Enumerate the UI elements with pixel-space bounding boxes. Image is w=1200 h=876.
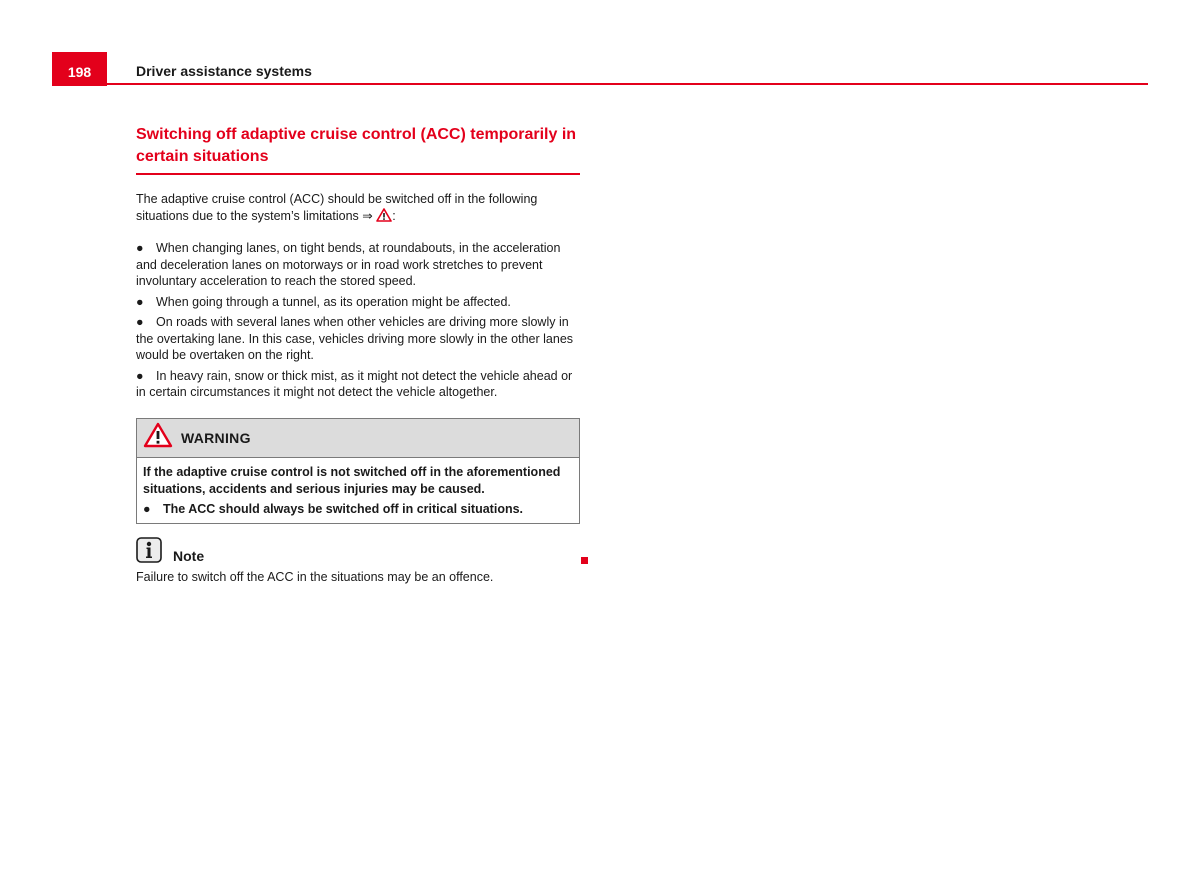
intro-paragraph xyxy=(136,191,580,227)
warning-box xyxy=(136,418,580,524)
warning-bullet: ● The ACC should always be switched off in critical situations. xyxy=(143,501,524,516)
note-label: Note xyxy=(173,547,205,564)
list-item: ● On roads with several lanes when other vehicles are driving more slowly in the overtaking lane. In this case, vehicles driving more slowly in the other lanes would be overtaken on the right. xyxy=(136,315,574,362)
section-end-marker xyxy=(581,557,588,564)
list-item: ● When going through a tunnel, as its operation might be affected. xyxy=(136,294,511,309)
warning-reference-icon xyxy=(376,208,392,227)
warning-label: WARNING xyxy=(181,429,251,446)
intro-text: The adaptive cruise control (ACC) should be switched off in the following situations due to the system’s limitations ⇒ xyxy=(136,192,538,223)
note-header xyxy=(136,539,580,567)
warning-body xyxy=(137,458,579,523)
note-section xyxy=(136,539,580,586)
warning-triangle-icon xyxy=(143,422,173,453)
running-header: Driver assistance systems xyxy=(136,63,312,79)
situations-list xyxy=(136,240,580,401)
section-title: Switching off adaptive cruise control (ACC) temporarily in certain situations xyxy=(136,124,580,175)
note-text: Failure to switch off the ACC in the situations may be an offence. xyxy=(136,569,494,584)
list-item: ● In heavy rain, snow or thick mist, as it might not detect the vehicle ahead or in certain circumstances it might not detect the vehicle altogether. xyxy=(136,368,573,399)
warning-text: If the adaptive cruise control is not switched off in the aforementioned situations, accidents and serious injuries may be caused. xyxy=(143,464,561,496)
list-item: ● When changing lanes, on tight bends, at roundabouts, in the acceleration and deceleration lanes on motorways or in road work stretches to prevent involuntary acceleration to reach the stored speed. xyxy=(136,241,561,288)
page-number: 198 xyxy=(52,52,107,86)
warning-header xyxy=(137,419,579,458)
info-icon xyxy=(136,537,162,568)
main-content xyxy=(136,124,580,586)
header-divider xyxy=(52,83,1148,85)
intro-suffix: : xyxy=(392,209,396,223)
